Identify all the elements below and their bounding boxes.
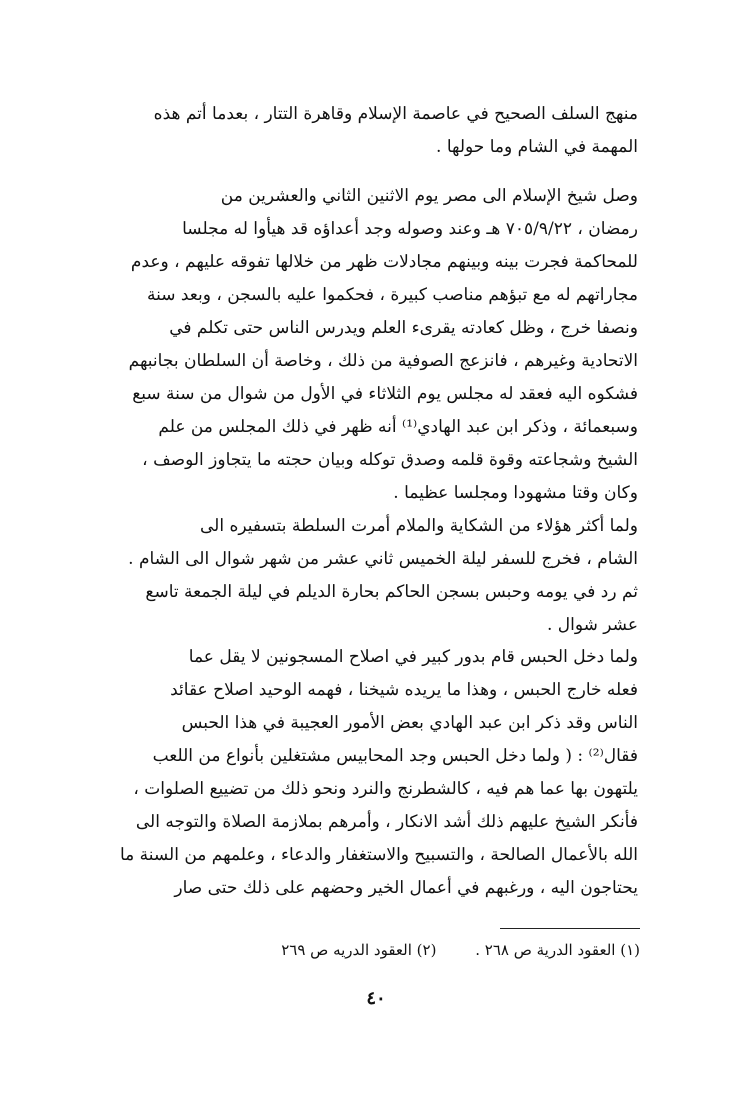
text-line: فعله خارج الحبس ، وهذا ما يريده شيخنا ، فهمه الوحيد اصلاح عقائد xyxy=(170,680,638,700)
paragraph-4 xyxy=(66,641,638,905)
footnotes xyxy=(240,938,640,962)
text-line: ولما أكثر هؤلاء من الشكاية والملام أمرت السلطة بتسفيره الى xyxy=(199,516,638,536)
text-line: فأنكر الشيخ عليهم ذلك أشد الانكار ، وأمرهم بملازمة الصلاة والتوجه الى xyxy=(135,812,638,832)
text-line: الشيخ وشجاعته وقوة قلمه وصدق توكله وبيان حجته ما يتجاوز الوصف ، xyxy=(142,450,638,470)
footnote-1: (١) العقود الدرية ص ٢٦٨ . xyxy=(475,941,640,959)
text-line: رمضان ، ٧٠٥/٩/٢٢ هـ وعند وصوله وجد أعداؤه قد هيأوا له مجلسا xyxy=(182,219,638,239)
text-line: يحتاجون اليه ، ورغبهم في أعمال الخير وحضهم على ذلك حتى صار xyxy=(174,878,638,898)
paragraph-1 xyxy=(66,98,638,164)
text-line: وصل شيخ الإسلام الى مصر يوم الاثنين الثاني والعشرين من xyxy=(220,186,638,206)
text-line: وكان وقتا مشهودا ومجلسا عظيما . xyxy=(393,483,638,503)
text-line: الله بالأعمال الصالحة ، والتسبيح والاستغفار والدعاء ، وعلمهم من السنة ما xyxy=(119,845,638,865)
footnote-2: (٢) العقود الدريه ص ٢٦٩ xyxy=(281,941,437,959)
paragraph-3 xyxy=(66,510,638,642)
text-line: فشكوه اليه فعقد له مجلس يوم الثلاثاء في الأول من شوال من سنة سبع xyxy=(132,384,638,404)
footnote-divider xyxy=(500,928,640,929)
text-line: الناس وقد ذكر ابن عبد الهادي بعض الأمور العجيبة في هذا الحبس xyxy=(181,713,638,733)
text-line: عشر شوال . xyxy=(546,615,638,635)
text-line: يلتهون بها عما هم فيه ، كالشطرنج والنرد ونحو ذلك من تضييع الصلوات ، xyxy=(133,779,638,799)
text-line: الاتحادية وغيرهم ، فانزعج الصوفية من ذلك ، وخاصة أن السلطان بجانبهم xyxy=(128,351,638,371)
text-line: للمحاكمة فجرت بينه وبينهم مجادلات ظهر من خلالها تفوقه عليهم ، وعدم xyxy=(130,252,638,272)
paragraph-2 xyxy=(66,180,638,510)
text-line: المهمة في الشام وما حولها . xyxy=(436,137,638,157)
text-line: ثم رد في يومه وحبس بسجن الحاكم بحارة الديلم في ليلة الجمعة تاسع xyxy=(145,582,638,602)
text-line: منهج السلف الصحيح في عاصمة الإسلام وقاهرة التتار ، بعدما أتم هذه xyxy=(153,104,638,124)
text-line: مجاراتهم له مع تبؤهم مناصب كبيرة ، فحكموا عليه بالسجن ، وبعد سنة xyxy=(146,285,638,305)
text-line: ونصفا خرج ، وظل كعادته يقرىء العلم ويدرس الناس حتى تكلم في xyxy=(169,318,638,338)
text-line: الشام ، فخرج للسفر ليلة الخميس ثاني عشر من شهر شوال الى الشام . xyxy=(128,549,638,569)
text-line: فقال⁽²⁾ : ( ولما دخل الحبس وجد المحابيس مشتغلين بأنواع من اللعب xyxy=(152,746,638,766)
text-line: وسبعمائة ، وذكر ابن عبد الهادي⁽¹⁾ أنه ظهر في ذلك المجلس من علم xyxy=(158,417,638,437)
page-number: ٤٠ xyxy=(366,988,386,1009)
text-line: ولما دخل الحبس قام بدور كبير في اصلاح المسجونين لا يقل عما xyxy=(188,647,638,667)
